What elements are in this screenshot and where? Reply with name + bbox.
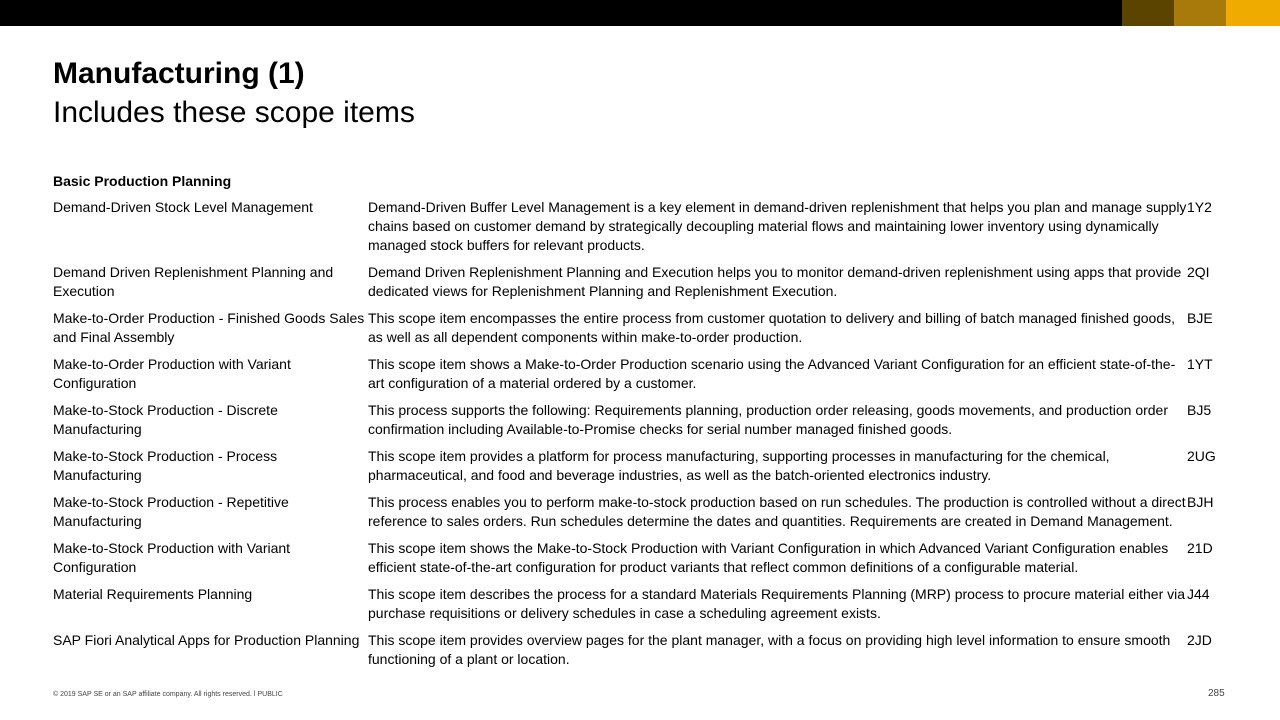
scope-item-description: This scope item shows a Make-to-Order Production scenario using the Advanced Variant Configuration for an efficient state-of-the-art configuration of a material ordered by a customer. xyxy=(368,356,1176,391)
scope-item-description: This scope item provides overview pages for the plant manager, with a focus on providing high level information to ensure smooth functioning of a plant or location. xyxy=(368,632,1171,667)
section-heading: Basic Production Planning xyxy=(53,173,232,189)
scope-item-code: 2QI xyxy=(1187,264,1210,280)
scope-item-name: Make-to-Order Production - Finished Goods Sales and Final Assembly xyxy=(53,310,365,345)
scope-item-code: 1YT xyxy=(1187,356,1213,372)
scope-item-name: SAP Fiori Analytical Apps for Production Planning xyxy=(53,632,360,648)
scope-item-row xyxy=(53,355,1233,393)
scope-item-row xyxy=(53,631,1233,669)
scope-item-name: Make-to-Stock Production - Process Manufacturing xyxy=(53,448,278,483)
scope-item-description: Demand-Driven Buffer Level Management is a key element in demand-driven replenishment that helps you plan and manage supply chains based on customer demand by strategically decoupling material flows and maintaining lower inventory using dynamically managed stock buffers for relevant products. xyxy=(368,199,1187,253)
scope-item-description: This process supports the following: Requirements planning, production order releasing, goods movements, and production order confirmation including Available-to-Promise checks for serial number managed finished goods. xyxy=(368,402,1169,437)
scope-item-description: This process enables you to perform make-to-stock production based on run schedules. The production is controlled without a direct reference to sales orders. Run schedules determine the dates and quantities. Requirements are created in Demand Management. xyxy=(368,494,1186,529)
scope-item-row xyxy=(53,447,1233,485)
scope-item-name: Make-to-Stock Production with Variant Configuration xyxy=(53,540,291,575)
scope-item-description: This scope item provides a platform for process manufacturing, supporting processes in manufacturing for the chemical, pharmaceutical, and food and beverage industries, as well as the batch-oriented electronics industry. xyxy=(368,448,1110,483)
scope-item-name: Demand-Driven Stock Level Management xyxy=(53,199,313,215)
footer-copyright: © 2019 SAP SE or an SAP affiliate company. All rights reserved. ǀ PUBLIC xyxy=(53,691,283,698)
brand-swatch-light xyxy=(1226,0,1280,26)
top-brand-bar xyxy=(0,0,1280,26)
scope-item-name: Material Requirements Planning xyxy=(53,586,253,602)
scope-item-code: 2JD xyxy=(1187,632,1212,648)
scope-item-code: BJH xyxy=(1187,494,1214,510)
scope-item-code: BJ5 xyxy=(1187,402,1212,418)
page-number: 285 xyxy=(1208,688,1225,699)
brand-swatch-dark xyxy=(1122,0,1174,26)
scope-item-description: This scope item describes the process for a standard Materials Requirements Planning (MRP) process to procure material either via purchase requisitions or delivery schedules in case a scheduling agreement exists. xyxy=(368,586,1186,621)
scope-item-row xyxy=(53,539,1233,577)
scope-item-description: This scope item shows the Make-to-Stock Production with Variant Configuration in which Advanced Variant Configuration enables efficient state-of-the-art configuration for product variants that reflect common definitions of a configurable material. xyxy=(368,540,1169,575)
scope-item-name: Demand Driven Replenishment Planning and Execution xyxy=(53,264,334,299)
scope-item-code: 21D xyxy=(1187,540,1213,556)
scope-item-description: This scope item encompasses the entire process from customer quotation to delivery and billing of batch managed finished goods, as well as all dependent components within make-to-order production. xyxy=(368,310,1175,345)
page-subtitle: Includes these scope items xyxy=(53,96,415,129)
scope-item-row xyxy=(53,401,1233,439)
page-title: Manufacturing (1) xyxy=(53,57,305,90)
scope-item-row xyxy=(53,585,1233,623)
scope-item-code: 1Y2 xyxy=(1187,199,1212,215)
scope-items-table xyxy=(53,198,1233,677)
scope-item-row xyxy=(53,263,1233,301)
scope-item-row xyxy=(53,309,1233,347)
scope-item-name: Make-to-Stock Production - Discrete Manufacturing xyxy=(53,402,278,437)
scope-item-code: J44 xyxy=(1187,586,1210,602)
scope-item-row xyxy=(53,198,1233,255)
scope-item-description: Demand Driven Replenishment Planning and Execution helps you to monitor demand-driven replenishment using apps that provide dedicated views for Replenishment Planning and Replenishment Execution. xyxy=(368,264,1182,299)
brand-swatch-medium xyxy=(1174,0,1226,26)
scope-item-code: BJE xyxy=(1187,310,1213,326)
scope-item-code: 2UG xyxy=(1187,448,1216,464)
scope-item-name: Make-to-Stock Production - Repetitive Manufacturing xyxy=(53,494,289,529)
scope-item-name: Make-to-Order Production with Variant Configuration xyxy=(53,356,291,391)
scope-item-row xyxy=(53,493,1233,531)
